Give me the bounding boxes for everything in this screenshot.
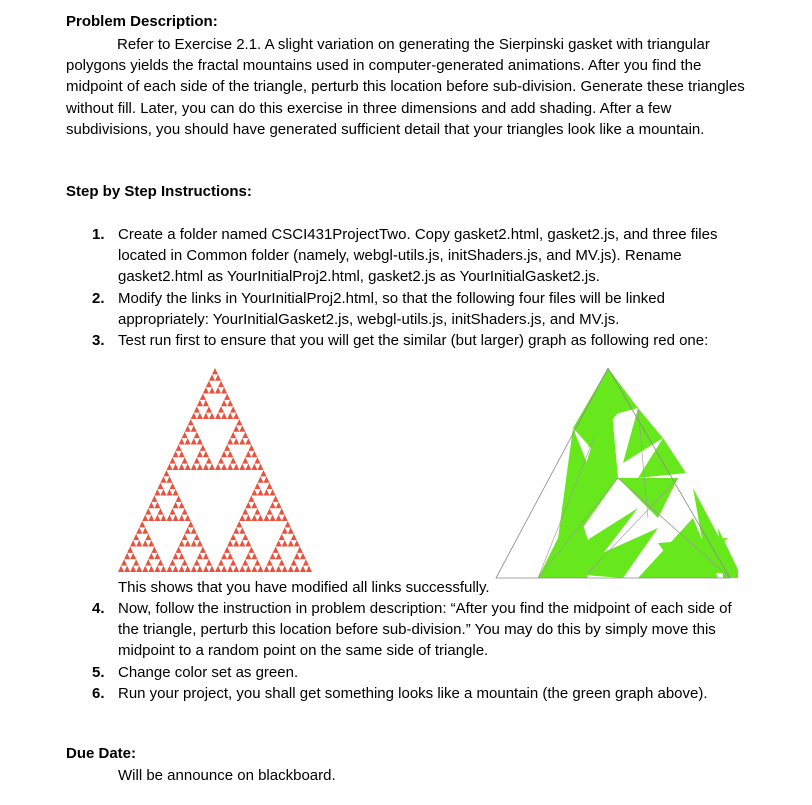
step-text: Run your project, you shall get something looks like a mountain (the green graph above). bbox=[118, 684, 708, 702]
gasket-triangle bbox=[148, 540, 154, 546]
gasket-triangle bbox=[197, 553, 203, 559]
gasket-triangle bbox=[224, 394, 230, 400]
gasket-triangle bbox=[194, 534, 200, 540]
gasket-triangle bbox=[179, 540, 185, 546]
gasket-triangle bbox=[242, 534, 248, 540]
gasket-triangle bbox=[203, 451, 209, 457]
gasket-triangle bbox=[142, 566, 148, 572]
gasket-triangle bbox=[191, 527, 197, 533]
gasket-triangle bbox=[142, 540, 148, 546]
gasket-triangle bbox=[251, 566, 257, 572]
gasket-triangle bbox=[221, 553, 227, 559]
gasket-triangle bbox=[206, 381, 212, 387]
gasket-triangle bbox=[170, 483, 176, 489]
gasket-triangle bbox=[233, 438, 239, 444]
gasket-triangle bbox=[130, 553, 136, 559]
gasket-triangle bbox=[191, 438, 197, 444]
gasket-triangle bbox=[245, 438, 251, 444]
gasket-triangle bbox=[194, 406, 200, 412]
gasket-triangle bbox=[136, 540, 142, 546]
gasket-triangle bbox=[251, 515, 257, 521]
gasket-triangle bbox=[221, 451, 227, 457]
gasket-triangle bbox=[170, 508, 176, 514]
gasket-triangle bbox=[206, 457, 212, 463]
gasket-triangle bbox=[257, 464, 263, 470]
step-number: 2. bbox=[92, 289, 105, 307]
step-item bbox=[0, 598, 738, 662]
gasket-triangle bbox=[191, 464, 197, 470]
gasket-triangle bbox=[230, 534, 236, 540]
gasket-triangle bbox=[233, 527, 239, 533]
gasket-triangle bbox=[157, 508, 163, 514]
gasket-triangle bbox=[291, 559, 297, 565]
gasket-triangle bbox=[245, 502, 251, 508]
gasket-triangle bbox=[251, 489, 257, 495]
gasket-triangle bbox=[242, 457, 248, 463]
gasket-triangle bbox=[267, 559, 273, 565]
gasket-triangle bbox=[179, 566, 185, 572]
gasket-triangle bbox=[154, 502, 160, 508]
gasket-triangle bbox=[239, 566, 245, 572]
gasket-triangle bbox=[303, 559, 309, 565]
gasket-triangle bbox=[221, 387, 227, 393]
step-text: Create a folder named CSCI431ProjectTwo. Copy gasket2.html, gasket2.js, and three files located in Common folder (namely, webgl-utils.js, initShaders.js, and MV.js). Rename gasket2.html as YourInitialProj2.html, gasket2.js as YourInitialGasket2.js. bbox=[118, 226, 718, 286]
problem-heading: Problem Description: bbox=[66, 13, 218, 30]
gasket-triangle bbox=[197, 413, 203, 419]
gasket-triangle bbox=[306, 566, 312, 572]
due-heading: Due Date: bbox=[66, 745, 137, 762]
gasket-triangle bbox=[133, 559, 139, 565]
gasket-triangle bbox=[124, 566, 130, 572]
gasket-triangle bbox=[257, 566, 263, 572]
gasket-triangle bbox=[227, 400, 233, 406]
gasket-triangle bbox=[218, 457, 224, 463]
gasket-triangle bbox=[273, 496, 279, 502]
gasket-triangle bbox=[191, 413, 197, 419]
gasket-triangle bbox=[294, 553, 300, 559]
gasket-triangle bbox=[206, 406, 212, 412]
problem-body: Refer to Exercise 2.1. A slight variation on generating the Sierpinski gasket with triangular polygons yields the fractal mountains used in computer-generated animations. After you find the midpoint of each side of the triangle, perturb this location before sub-division. Generate these triangles without fill. Later, you can do this exercise in three dimensions and add shading. After a few subdivisions, you should have generated sufficient detail that your triangles look like a mountain. bbox=[66, 36, 745, 138]
gasket-triangle bbox=[167, 489, 173, 495]
gasket-triangle bbox=[188, 521, 194, 527]
gasket-triangle bbox=[145, 534, 151, 540]
gasket-triangle bbox=[233, 413, 239, 419]
gasket-triangle bbox=[197, 464, 203, 470]
gasket-triangle bbox=[160, 566, 166, 572]
gasket-triangle bbox=[227, 413, 233, 419]
gasket-triangle bbox=[121, 559, 127, 565]
gasket-triangle bbox=[176, 496, 182, 502]
gasket-triangle bbox=[245, 566, 251, 572]
gasket-triangle bbox=[185, 540, 191, 546]
gasket-triangle bbox=[167, 476, 173, 482]
gasket-triangle bbox=[200, 394, 206, 400]
gasket-triangle bbox=[185, 566, 191, 572]
gasket-triangle bbox=[191, 566, 197, 572]
gasket-triangle bbox=[279, 534, 285, 540]
step-text: Modify the links in YourInitialProj2.html, so that the following four files will be linked appropriately: YourInitialGasket2.js, webgl-utils.js, initShaders.js, and MV.js. bbox=[118, 289, 665, 328]
gasket-triangle bbox=[197, 451, 203, 457]
gasket-triangle bbox=[130, 566, 136, 572]
gasket-triangle bbox=[215, 387, 221, 393]
gasket-triangle bbox=[227, 553, 233, 559]
gasket-triangle bbox=[276, 540, 282, 546]
gasket-triangle bbox=[279, 508, 285, 514]
gasket-triangle bbox=[215, 464, 221, 470]
gasket-triangle bbox=[179, 438, 185, 444]
gasket-triangle bbox=[276, 553, 282, 559]
gasket-triangle bbox=[170, 559, 176, 565]
gasket-triangle bbox=[242, 508, 248, 514]
fractal-mountain-green bbox=[496, 368, 738, 578]
gasket-triangle bbox=[194, 432, 200, 438]
step-item bbox=[0, 288, 738, 330]
gasket-triangle bbox=[191, 540, 197, 546]
gasket-triangle bbox=[160, 476, 166, 482]
gasket-triangle bbox=[227, 451, 233, 457]
sierpinski-gasket-red bbox=[118, 368, 312, 572]
gasket-triangle bbox=[182, 559, 188, 565]
gasket-triangle bbox=[191, 425, 197, 431]
step-text: Change color set as green. bbox=[118, 663, 299, 681]
gasket-triangle bbox=[209, 374, 215, 380]
gasket-triangle bbox=[239, 438, 245, 444]
gasket-triangle bbox=[182, 534, 188, 540]
gasket-triangle bbox=[173, 515, 179, 521]
gasket-triangle bbox=[257, 515, 263, 521]
steps-heading: Step by Step Instructions: bbox=[66, 183, 252, 200]
gasket-triangle bbox=[230, 432, 236, 438]
gasket-triangle bbox=[267, 483, 273, 489]
gasket-triangle bbox=[173, 553, 179, 559]
gasket-triangle bbox=[133, 534, 139, 540]
gasket-triangle bbox=[233, 464, 239, 470]
gasket-triangle bbox=[173, 464, 179, 470]
gasket-triangle bbox=[221, 413, 227, 419]
gasket-triangle bbox=[254, 457, 260, 463]
gasket-triangle bbox=[300, 566, 306, 572]
gasket-triangle bbox=[264, 489, 270, 495]
gasket-triangle bbox=[142, 515, 148, 521]
step-number: 3. bbox=[92, 332, 105, 350]
gasket-triangle bbox=[300, 553, 306, 559]
gasket-triangle bbox=[245, 451, 251, 457]
gasket-triangle bbox=[285, 521, 291, 527]
gasket-triangle bbox=[282, 540, 288, 546]
gasket-triangle bbox=[160, 489, 166, 495]
gasket-triangle bbox=[215, 374, 221, 380]
gasket-triangle bbox=[282, 515, 288, 521]
gasket-triangle bbox=[200, 445, 206, 451]
gasket-triangle bbox=[276, 515, 282, 521]
gasket-triangle bbox=[173, 489, 179, 495]
gasket-triangle bbox=[194, 457, 200, 463]
gasket-triangle bbox=[248, 496, 254, 502]
gasket-triangle bbox=[197, 566, 203, 572]
step-number: 4. bbox=[92, 600, 105, 617]
gasket-triangle bbox=[215, 413, 221, 419]
step-item bbox=[0, 662, 738, 683]
gasket-triangle bbox=[163, 470, 169, 476]
gasket-triangle bbox=[251, 502, 257, 508]
gasket-triangle bbox=[273, 547, 279, 553]
gasket-triangle bbox=[182, 508, 188, 514]
gasket-triangle bbox=[227, 566, 233, 572]
gasket-triangle bbox=[260, 470, 266, 476]
gasket-triangle bbox=[185, 438, 191, 444]
gasket-triangle bbox=[154, 553, 160, 559]
gasket-triangle bbox=[203, 464, 209, 470]
gasket-triangle bbox=[245, 464, 251, 470]
gasket-triangle bbox=[239, 425, 245, 431]
gasket-triangle bbox=[251, 553, 257, 559]
gasket-triangle bbox=[188, 419, 194, 425]
gasket-triangle bbox=[185, 425, 191, 431]
gasket-triangle bbox=[154, 489, 160, 495]
gasket-triangle bbox=[270, 489, 276, 495]
gasket-triangle bbox=[157, 483, 163, 489]
gasket-triangle bbox=[179, 451, 185, 457]
gasket-triangle bbox=[224, 445, 230, 451]
gasket-triangle bbox=[251, 451, 257, 457]
step-text: Now, follow the instruction in problem description: “After you find the midpoint of each side of the triangle, perturb this location before sub-division.” You may do this by simply move this midpoint to a random point on the same side of triangle. bbox=[118, 600, 732, 660]
gasket-triangle bbox=[203, 413, 209, 419]
gasket-triangle bbox=[254, 483, 260, 489]
gasket-triangle bbox=[264, 476, 270, 482]
step-number: 5. bbox=[92, 663, 105, 681]
gasket-triangle bbox=[245, 515, 251, 521]
gasket-triangle bbox=[151, 496, 157, 502]
gasket-triangle bbox=[173, 451, 179, 457]
gasket-triangle bbox=[136, 566, 142, 572]
figures-svg bbox=[118, 368, 738, 580]
gasket-triangle bbox=[221, 566, 227, 572]
gasket-triangle bbox=[185, 527, 191, 533]
gasket-triangle bbox=[221, 464, 227, 470]
gasket-triangle bbox=[291, 534, 297, 540]
gasket-triangle bbox=[233, 566, 239, 572]
gasket-triangle bbox=[282, 527, 288, 533]
gasket-triangle bbox=[233, 540, 239, 546]
gasket-triangle bbox=[233, 425, 239, 431]
gasket-triangle bbox=[215, 566, 221, 572]
gasket-triangle bbox=[167, 464, 173, 470]
gasket-triangle bbox=[276, 502, 282, 508]
gasket-triangle bbox=[294, 540, 300, 546]
gasket-triangle bbox=[276, 566, 282, 572]
gasket-triangle bbox=[148, 553, 154, 559]
gasket-triangle bbox=[239, 464, 245, 470]
gasket-triangle bbox=[118, 566, 124, 572]
gasket-triangle bbox=[179, 553, 185, 559]
gasket-triangle bbox=[227, 438, 233, 444]
gasket-triangle bbox=[151, 547, 157, 553]
gasket-triangle bbox=[185, 464, 191, 470]
gasket-triangle bbox=[148, 515, 154, 521]
gasket-triangle bbox=[251, 464, 257, 470]
gasket-triangle bbox=[145, 559, 151, 565]
gasket-triangle bbox=[157, 559, 163, 565]
gasket-triangle bbox=[145, 508, 151, 514]
gasket-triangle bbox=[248, 547, 254, 553]
gasket-triangle bbox=[209, 464, 215, 470]
gasket-triangle bbox=[248, 445, 254, 451]
gasket-triangle bbox=[206, 559, 212, 565]
gasket-triangle bbox=[288, 527, 294, 533]
gasket-triangle bbox=[197, 400, 203, 406]
gasket-triangle bbox=[182, 457, 188, 463]
gasket-triangle bbox=[200, 547, 206, 553]
gasket-triangle bbox=[218, 381, 224, 387]
gasket-triangle bbox=[257, 489, 263, 495]
due-text: Will be announce on blackboard. bbox=[118, 767, 336, 784]
gasket-triangle bbox=[242, 432, 248, 438]
gasket-triangle bbox=[176, 547, 182, 553]
gasket-triangle bbox=[194, 559, 200, 565]
problem-description bbox=[66, 34, 756, 140]
gasket-triangle bbox=[245, 540, 251, 546]
step-item bbox=[0, 224, 738, 288]
gasket-triangle bbox=[136, 527, 142, 533]
gasket-triangle bbox=[209, 413, 215, 419]
gasket-triangle bbox=[218, 406, 224, 412]
gasket-triangle bbox=[236, 521, 242, 527]
gasket-triangle bbox=[203, 566, 209, 572]
gasket-triangle bbox=[227, 540, 233, 546]
gasket-triangle bbox=[148, 566, 154, 572]
gasket-triangle bbox=[209, 387, 215, 393]
gasket-triangle bbox=[294, 566, 300, 572]
gasket-triangle bbox=[179, 464, 185, 470]
gasket-triangle bbox=[209, 566, 215, 572]
step-item bbox=[0, 683, 738, 704]
figures-row bbox=[118, 368, 738, 580]
gasket-triangle bbox=[176, 445, 182, 451]
gasket-triangle bbox=[242, 559, 248, 565]
gasket-triangle bbox=[230, 457, 236, 463]
gasket-triangle bbox=[179, 515, 185, 521]
gasket-triangle bbox=[170, 457, 176, 463]
gasket-triangle bbox=[173, 502, 179, 508]
step-text: Test run first to ensure that you will get the similar (but larger) graph as following red one: bbox=[118, 332, 709, 350]
gasket-triangle bbox=[203, 400, 209, 406]
gasket-triangle bbox=[239, 515, 245, 521]
gasket-triangle bbox=[185, 515, 191, 521]
gasket-triangle bbox=[282, 566, 288, 572]
gasket-triangle bbox=[254, 559, 260, 565]
gasket-triangle bbox=[230, 559, 236, 565]
gasket-triangle bbox=[142, 527, 148, 533]
figure-caption: This shows that you have modified all links successfully. bbox=[118, 579, 490, 596]
gasket-triangle bbox=[221, 400, 227, 406]
gasket-triangle bbox=[288, 540, 294, 546]
gasket-triangle bbox=[279, 559, 285, 565]
gasket-triangle bbox=[224, 547, 230, 553]
gasket-triangle bbox=[230, 406, 236, 412]
steps-list-top bbox=[0, 224, 738, 351]
gasket-triangle bbox=[257, 476, 263, 482]
gasket-triangle bbox=[270, 502, 276, 508]
gasket-triangle bbox=[239, 527, 245, 533]
steps-list-bottom bbox=[0, 598, 738, 704]
gasket-triangle bbox=[124, 553, 130, 559]
gasket-triangle bbox=[288, 566, 294, 572]
gasket-triangle bbox=[227, 464, 233, 470]
gasket-triangle bbox=[173, 566, 179, 572]
gasket-triangle bbox=[264, 566, 270, 572]
gasket-triangle bbox=[254, 508, 260, 514]
step-number: 6. bbox=[92, 684, 105, 702]
gasket-triangle bbox=[264, 515, 270, 521]
gasket-triangle bbox=[267, 508, 273, 514]
gasket-triangle bbox=[270, 566, 276, 572]
gasket-triangle bbox=[179, 502, 185, 508]
gasket-triangle bbox=[239, 540, 245, 546]
gasket-triangle bbox=[270, 553, 276, 559]
gasket-triangle bbox=[212, 368, 218, 374]
gasket-triangle bbox=[160, 515, 166, 521]
gasket-triangle bbox=[203, 387, 209, 393]
step-number: 1. bbox=[92, 226, 105, 243]
gasket-triangle bbox=[245, 553, 251, 559]
step-item bbox=[0, 330, 738, 351]
gasket-triangle bbox=[182, 432, 188, 438]
gasket-triangle bbox=[197, 540, 203, 546]
gasket-triangle bbox=[236, 419, 242, 425]
gasket-triangle bbox=[127, 547, 133, 553]
gasket-triangle bbox=[139, 521, 145, 527]
mountain-wedge bbox=[618, 478, 678, 518]
gasket-triangle bbox=[154, 515, 160, 521]
gasket-triangle bbox=[203, 553, 209, 559]
gasket-triangle bbox=[167, 566, 173, 572]
gasket-triangle bbox=[270, 515, 276, 521]
gasket-triangle bbox=[167, 515, 173, 521]
gasket-triangle bbox=[148, 502, 154, 508]
gasket-triangle bbox=[197, 438, 203, 444]
gasket-triangle bbox=[297, 547, 303, 553]
gasket-triangle bbox=[154, 566, 160, 572]
gasket-triangle bbox=[130, 540, 136, 546]
gasket-triangle bbox=[218, 559, 224, 565]
